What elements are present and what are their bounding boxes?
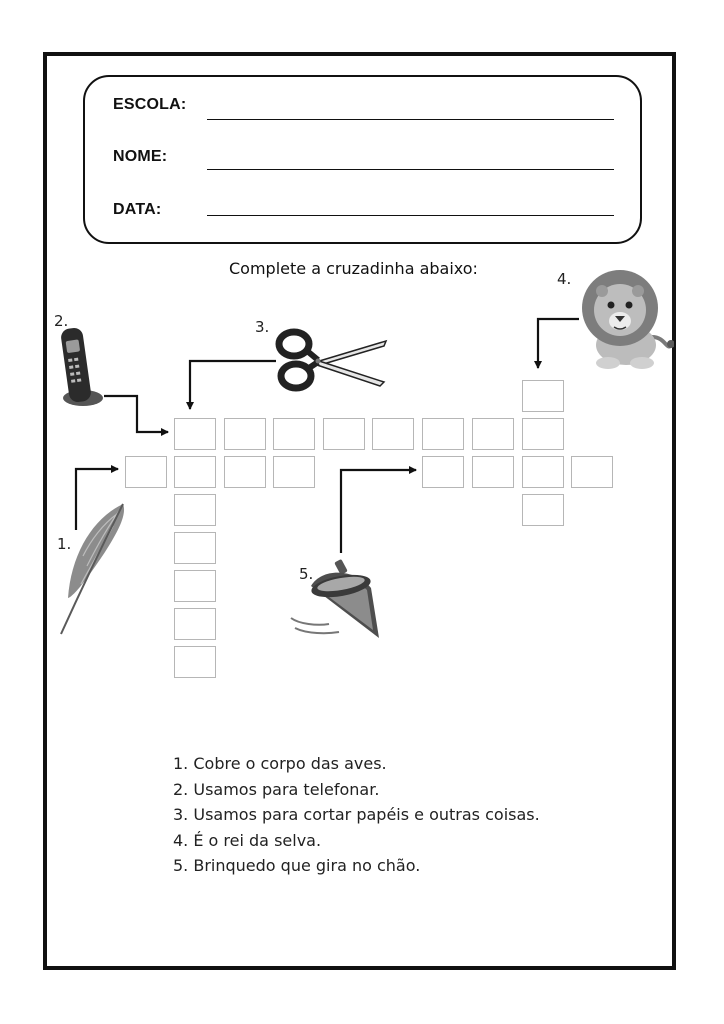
date-field[interactable] xyxy=(207,215,614,216)
clue-2: 2. Usamos para telefonar. xyxy=(173,779,380,799)
grid-cell[interactable] xyxy=(174,532,216,564)
grid-cell[interactable] xyxy=(174,570,216,602)
school-field[interactable] xyxy=(207,119,614,120)
grid-cell[interactable] xyxy=(224,456,266,488)
feather-icon xyxy=(57,500,129,636)
clue-5: 5. Brinquedo que gira no chão. xyxy=(173,856,421,875)
grid-cell[interactable] xyxy=(273,418,315,450)
clue-4: 4. É o rei da selva. xyxy=(173,830,322,850)
grid-cell[interactable] xyxy=(323,418,365,450)
grid-cell[interactable] xyxy=(174,456,216,488)
clue-3: 3. Usamos para cortar papéis e outras coisas. xyxy=(173,805,540,824)
grid-cell[interactable] xyxy=(571,456,613,488)
grid-cell[interactable] xyxy=(273,456,315,488)
grid-cell[interactable] xyxy=(522,418,564,450)
instruction-text: Complete a cruzadinha abaixo: xyxy=(229,259,478,278)
clue-number-4: 4. xyxy=(557,270,572,288)
clue-number-3: 3. xyxy=(255,318,270,336)
cordless-phone-icon xyxy=(56,322,106,410)
clue-1: 1. Cobre o corpo das aves. xyxy=(173,754,387,773)
grid-cell[interactable] xyxy=(472,418,514,450)
grid-cell[interactable] xyxy=(125,456,167,488)
clue-number-1: 1. xyxy=(57,535,72,553)
grid-cell[interactable] xyxy=(372,418,414,450)
grid-cell[interactable] xyxy=(174,646,216,678)
grid-cell[interactable] xyxy=(422,456,464,488)
grid-cell[interactable] xyxy=(224,418,266,450)
clue-number-5: 5. xyxy=(299,565,314,583)
clue-list xyxy=(173,751,540,879)
grid-cell[interactable] xyxy=(522,456,564,488)
name-field[interactable] xyxy=(207,169,614,170)
name-label: NOME: xyxy=(113,148,168,165)
grid-cell[interactable] xyxy=(174,494,216,526)
grid-cell[interactable] xyxy=(472,456,514,488)
grid-cell[interactable] xyxy=(522,494,564,526)
clue-number-2: 2. xyxy=(54,312,69,330)
lion-icon xyxy=(578,265,674,369)
date-label: DATA: xyxy=(113,201,162,218)
school-label: ESCOLA: xyxy=(113,96,187,113)
scissors-icon xyxy=(274,326,388,394)
grid-cell[interactable] xyxy=(174,608,216,640)
grid-cell[interactable] xyxy=(174,418,216,450)
grid-cell[interactable] xyxy=(422,418,464,450)
spinning-top-icon xyxy=(287,556,381,646)
grid-cell[interactable] xyxy=(522,380,564,412)
